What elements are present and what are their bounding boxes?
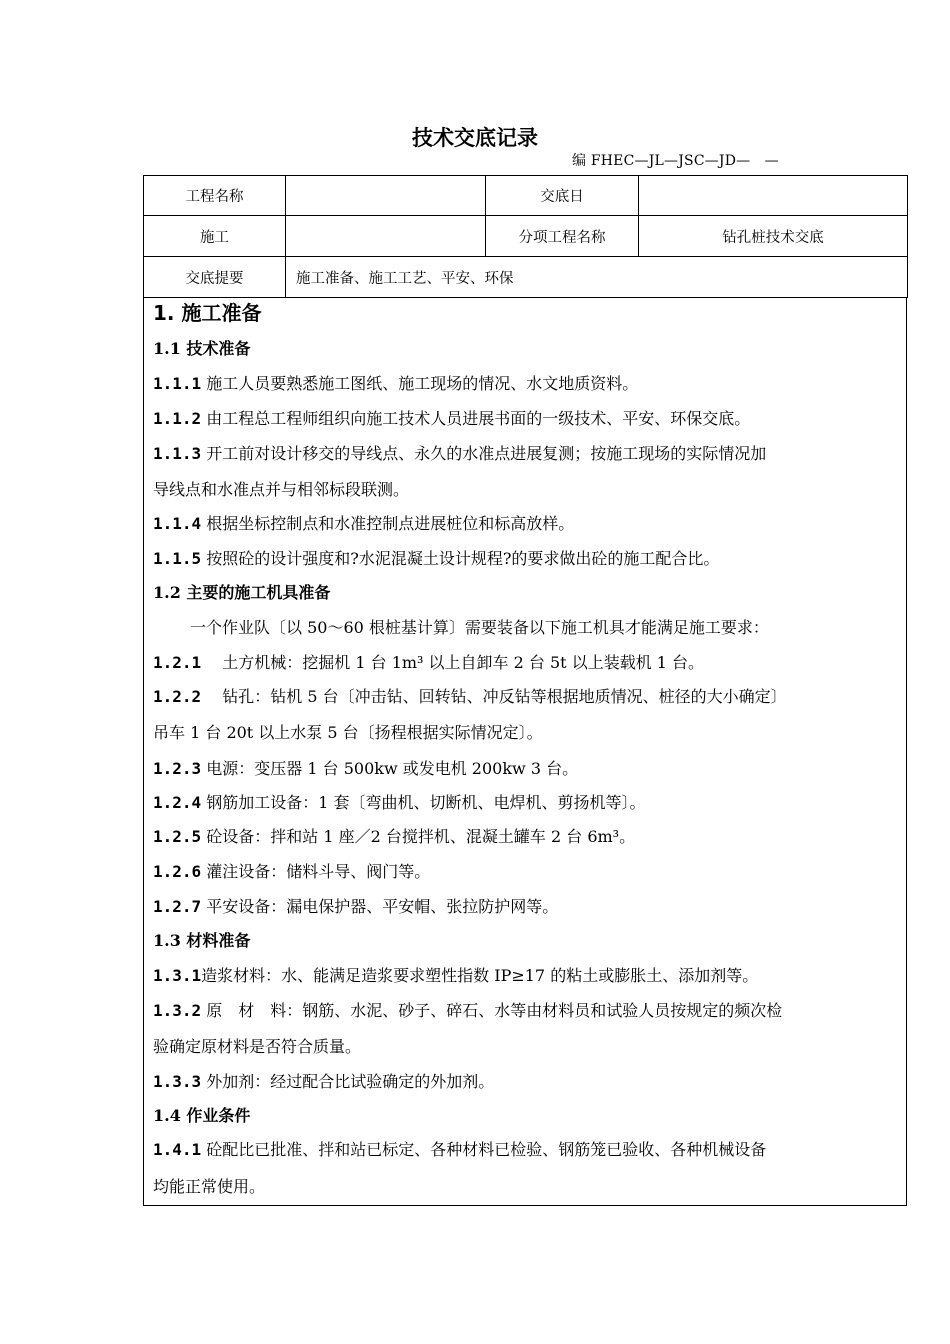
item-1-2-6: [153, 859, 903, 882]
item-text: 钻孔：钻机 5 台〔冲击钻、回转钻、冲反钻等根据地质情况、桩径的大小确定〕: [206, 687, 787, 706]
item-1-3-1: [153, 963, 903, 986]
subitem-value: 钻孔桩技术交底: [639, 216, 908, 257]
item-number: 1.2.3: [153, 759, 202, 778]
item-text: 灌注设备：储料斗导、阀门等。: [206, 862, 431, 881]
item-text: 砼设备：拌和站 1 座／2 台搅拌机、混凝土罐车 2 台 6m³。: [206, 827, 636, 846]
item-1-2-2-cont: 吊车 1 台 20t 以上水泵 5 台〔扬程根据实际情况定〕。: [153, 723, 543, 742]
item-1-2-4: [153, 790, 903, 813]
document-code: 编 FHEC—JL—JSC—JD— —: [572, 153, 779, 169]
item-text: 造浆材料：水、能满足造浆要求塑性指数 IP≥17 的粘土或膨胀土、添加剂等。: [201, 966, 759, 985]
item-1-1-3: [153, 441, 903, 464]
item-1-3-2: [153, 998, 903, 1021]
item-text: 根据坐标控制点和水准控制点进展桩位和标高放样。: [206, 514, 575, 533]
item-1-4-1-cont: 均能正常使用。: [153, 1177, 266, 1196]
item-number: 1.3.1: [153, 966, 202, 985]
item-text: 开工前对设计移交的导线点、永久的水准点进展复测；按施工现场的实际情况加: [206, 444, 767, 463]
summary-label: 交底提要: [144, 257, 286, 298]
item-1-2-3: [153, 756, 903, 779]
item-number: 1.3.2: [153, 1001, 202, 1020]
item-1-1-2: [153, 406, 903, 429]
item-1-2-2: [153, 684, 903, 707]
item-1-2-7: [153, 894, 903, 917]
item-number: 1.2.2: [153, 687, 202, 706]
item-number: 1.2.5: [153, 827, 202, 846]
item-number: 1.3.3: [153, 1072, 202, 1091]
paragraph-1-2: 一个作业队〔以 50～60 根桩基计算〕需要装备以下施工机具才能满足施工要求：: [190, 618, 769, 637]
section-1-3-heading: 1.3 材料准备: [153, 931, 251, 950]
item-text: 由工程总工程师组织向施工技术人员进展书面的一级技术、平安、环保交底。: [206, 409, 751, 428]
item-1-1-5: [153, 546, 903, 569]
date-value: [639, 176, 908, 216]
item-text: 平安设备：漏电保护器、平安帽、张拉防护网等。: [206, 897, 559, 916]
item-number: 1.1.1: [153, 374, 202, 393]
project-name-label: 工程名称: [144, 176, 286, 216]
item-1-2-1: [153, 650, 903, 673]
summary-value: 施工准备、施工工艺、平安、环保: [286, 257, 908, 298]
date-label: 交底日: [486, 176, 639, 216]
item-1-1-1: [153, 371, 903, 394]
header-table: [143, 175, 908, 298]
item-1-3-3: [153, 1069, 903, 1092]
section-1-4-heading: 1.4 作业条件: [153, 1106, 251, 1125]
item-text: 钢筋加工设备：1 套〔弯曲机、切断机、电焊机、剪扬机等〕。: [206, 793, 646, 812]
item-number: 1.2.7: [153, 897, 202, 916]
item-1-4-1: [153, 1137, 903, 1160]
item-text: 土方机械：挖掘机 1 台 1m³ 以上自卸车 2 台 5t 以上装载机 1 台。: [206, 653, 705, 672]
item-text: 原 材 料：钢筋、水泥、砂子、碎石、水等由材料员和试验人员按规定的频次检: [206, 1001, 783, 1020]
item-number: 1.1.5: [153, 549, 202, 568]
item-1-3-2-cont: 验确定原材料是否符合质量。: [153, 1037, 362, 1056]
construction-value: [286, 216, 486, 257]
section-1-1-heading: 1.1 技术准备: [153, 339, 251, 358]
subitem-label: 分项工程名称: [486, 216, 639, 257]
section-1-heading: 1. 施工准备: [153, 301, 262, 325]
item-number: 1.1.4: [153, 514, 202, 533]
item-text: 外加剂：经过配合比试验确定的外加剂。: [206, 1072, 495, 1091]
project-name-value: [286, 176, 486, 216]
item-1-1-3-cont: 导线点和水准点并与相邻标段联测。: [153, 480, 410, 499]
item-text: 施工人员要熟悉施工图纸、施工现场的情况、水文地质资料。: [206, 374, 639, 393]
item-text: 砼配比已批准、拌和站已标定、各种材料已检验、钢筋笼已验收、各种机械设备: [206, 1140, 767, 1159]
item-1-2-5: [153, 824, 903, 847]
item-1-1-4: [153, 511, 903, 534]
construction-label: 施工: [144, 216, 286, 257]
item-number: 1.1.3: [153, 444, 202, 463]
item-number: 1.2.1: [153, 653, 202, 672]
item-text: 电源：变压器 1 台 500kw 或发电机 200kw 3 台。: [206, 759, 579, 778]
item-number: 1.1.2: [153, 409, 202, 428]
item-number: 1.2.6: [153, 862, 202, 881]
section-1-2-heading: 1.2 主要的施工机具准备: [153, 583, 331, 602]
document-title: 技术交底记录: [412, 126, 538, 150]
item-text: 按照砼的设计强度和?水泥混凝土设计规程?的要求做出砼的施工配合比。: [206, 549, 720, 568]
item-number: 1.4.1: [153, 1140, 202, 1159]
item-number: 1.2.4: [153, 793, 202, 812]
